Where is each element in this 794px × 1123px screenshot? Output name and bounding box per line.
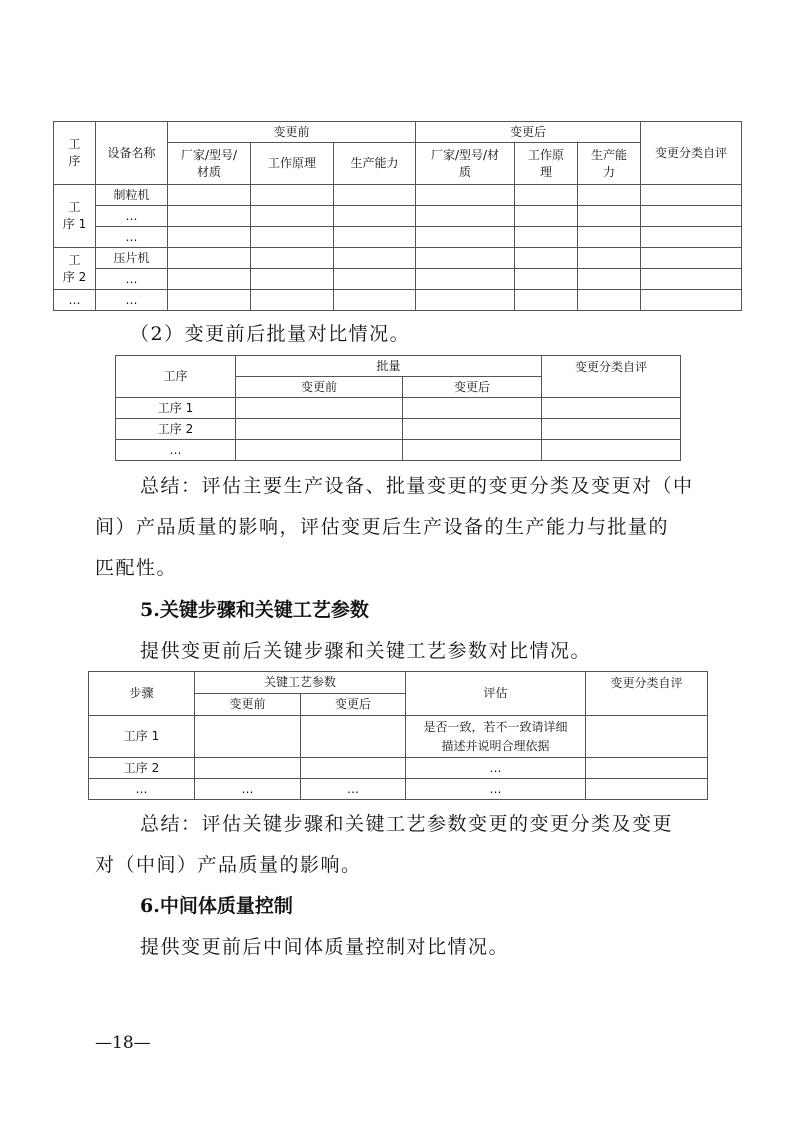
header-before: 变更前 xyxy=(236,377,403,398)
header-before-capacity: 生产能力 xyxy=(334,143,416,185)
summary-line: 匹配性。 xyxy=(95,557,178,579)
row-process: … xyxy=(116,440,236,461)
equipment-cell: … xyxy=(96,227,168,248)
header-before: 变更前 xyxy=(195,694,301,716)
header-before-vendor: 厂家/型号/ 材质 xyxy=(168,143,251,185)
row-step: 工序 2 xyxy=(89,758,195,779)
header-after: 变更后 xyxy=(301,694,406,716)
header-process: 工 序 xyxy=(54,122,96,185)
summary-line: 总结：评估主要生产设备、批量变更的变更分类及变更对（中 xyxy=(140,475,694,497)
row-process-more: … xyxy=(54,290,96,311)
header-before: 变更前 xyxy=(168,122,416,143)
header-before-principle: 工作原理 xyxy=(251,143,334,185)
row-step: 工序 1 xyxy=(89,716,195,758)
equipment-cell: … xyxy=(96,269,168,290)
header-self-eval: 变更分类自评 xyxy=(586,672,708,716)
section-heading-6: 6.中间体质量控制 xyxy=(140,895,293,917)
eval-cell: 是否一致，若不一致请详细 描述并说明合理依据 xyxy=(406,716,586,758)
header-after-capacity: 生产能 力 xyxy=(578,143,641,185)
header-key-params: 关键工艺参数 xyxy=(195,672,406,694)
header-after: 变更后 xyxy=(416,122,641,143)
row-process: 工序 2 xyxy=(116,419,236,440)
section-heading-5: 5.关键步骤和关键工艺参数 xyxy=(140,599,369,621)
eval-cell: … xyxy=(406,758,586,779)
summary-line: 总结：评估关键步骤和关键工艺参数变更的变更分类及变更 xyxy=(140,813,674,835)
header-after-vendor: 厂家/型号/材 质 xyxy=(416,143,515,185)
section-6-paragraph: 提供变更前后中间体质量控制对比情况。 xyxy=(140,936,510,958)
summary-line: 对（中间）产品质量的影响。 xyxy=(95,854,362,876)
header-process: 工序 xyxy=(116,356,236,398)
equipment-comparison-table xyxy=(53,121,742,311)
eval-cell: … xyxy=(406,779,586,800)
equipment-cell: 压片机 xyxy=(96,248,168,269)
header-equipment-name: 设备名称 xyxy=(96,122,168,185)
row-process-1: 工 序 1 xyxy=(54,185,96,248)
header-batch: 批量 xyxy=(236,356,542,377)
before-cell: … xyxy=(195,779,301,800)
equipment-cell: … xyxy=(96,290,168,311)
header-eval: 评估 xyxy=(406,672,586,716)
header-after: 变更后 xyxy=(403,377,542,398)
section-5-paragraph: 提供变更前后关键步骤和关键工艺参数对比情况。 xyxy=(140,640,592,662)
after-cell: … xyxy=(301,779,406,800)
equipment-cell: 制粒机 xyxy=(96,185,168,206)
batch-comparison-table xyxy=(115,355,681,461)
row-process-2: 工 序 2 xyxy=(54,248,96,290)
header-after-principle: 工作原 理 xyxy=(515,143,578,185)
equipment-cell: … xyxy=(96,206,168,227)
summary-line: 间）产品质量的影响，评估变更后生产设备的生产能力与批量的 xyxy=(95,516,670,538)
header-step: 步骤 xyxy=(89,672,195,716)
key-parameters-table xyxy=(88,671,708,800)
row-step: … xyxy=(89,779,195,800)
header-self-eval: 变更分类自评 xyxy=(641,122,742,185)
row-process: 工序 1 xyxy=(116,398,236,419)
page-number: —18— xyxy=(95,1033,151,1053)
batch-comparison-paragraph: （2）变更前后批量对比情况。 xyxy=(130,323,411,345)
header-self-eval: 变更分类自评 xyxy=(542,356,681,398)
